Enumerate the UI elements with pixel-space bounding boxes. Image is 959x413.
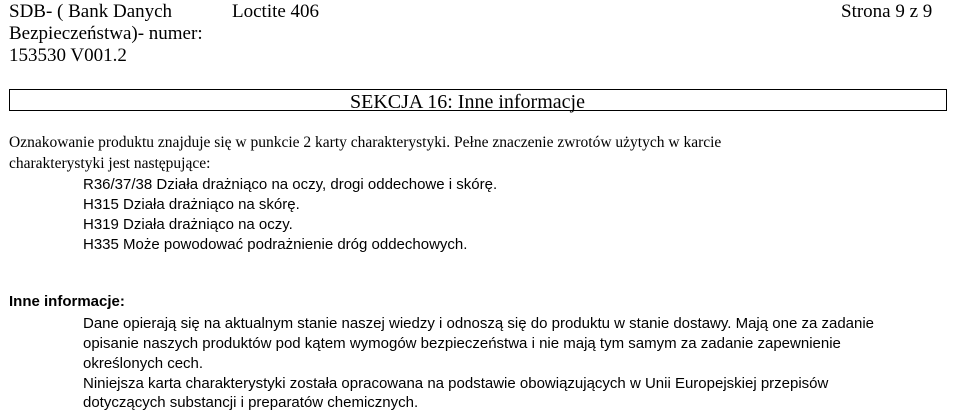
labeling-line-2: charakterystyki jest następujące:: [9, 155, 211, 172]
phrase-r36-37-38: R36/37/38 Działa drażniąco na oczy, drogi oddechowe i skórę.: [83, 176, 498, 193]
other-info-line-3: określonych cech.: [83, 355, 204, 372]
sdb-label-line2: Bezpieczeństwa)- numer:: [9, 23, 203, 44]
section-title: SEKCJA 16: Inne informacje: [350, 91, 585, 113]
other-info-line-5: dotyczących substancji i preparatów chemicznych.: [83, 394, 419, 411]
page-number: Strona 9 z 9: [841, 1, 933, 22]
sdb-number: 153530 V001.2: [9, 45, 127, 66]
sdb-label-line1: SDB- ( Bank Danych: [9, 1, 173, 22]
phrase-h315: H315 Działa drażniąco na skórę.: [83, 196, 300, 213]
other-info-line-2: opisanie naszych produktów pod kątem wymogów bezpieczeństwa i nie mają tym samym za zadanie zapewnienie: [83, 335, 841, 352]
labeling-line-1: Oznakowanie produktu znajduje się w punkcie 2 karty charakterystyki. Pełne znaczenie zwrotów użytych w karcie: [9, 134, 722, 151]
other-info-heading: Inne informacje:: [9, 293, 125, 310]
product-name: Loctite 406: [232, 1, 320, 22]
other-info-line-4: Niniejsza karta charakterystyki została opracowana na podstawie obowiązujących w Unii Europejskiej przepisów: [83, 375, 829, 392]
phrase-h335: H335 Może powodować podrażnienie dróg oddechowych.: [83, 236, 468, 253]
phrase-h319: H319 Działa drażniąco na oczy.: [83, 216, 293, 233]
other-info-line-1: Dane opierają się na aktualnym stanie naszej wiedzy i odnoszą się do produktu w stanie dostawy. Mają one za zadanie: [83, 315, 875, 332]
